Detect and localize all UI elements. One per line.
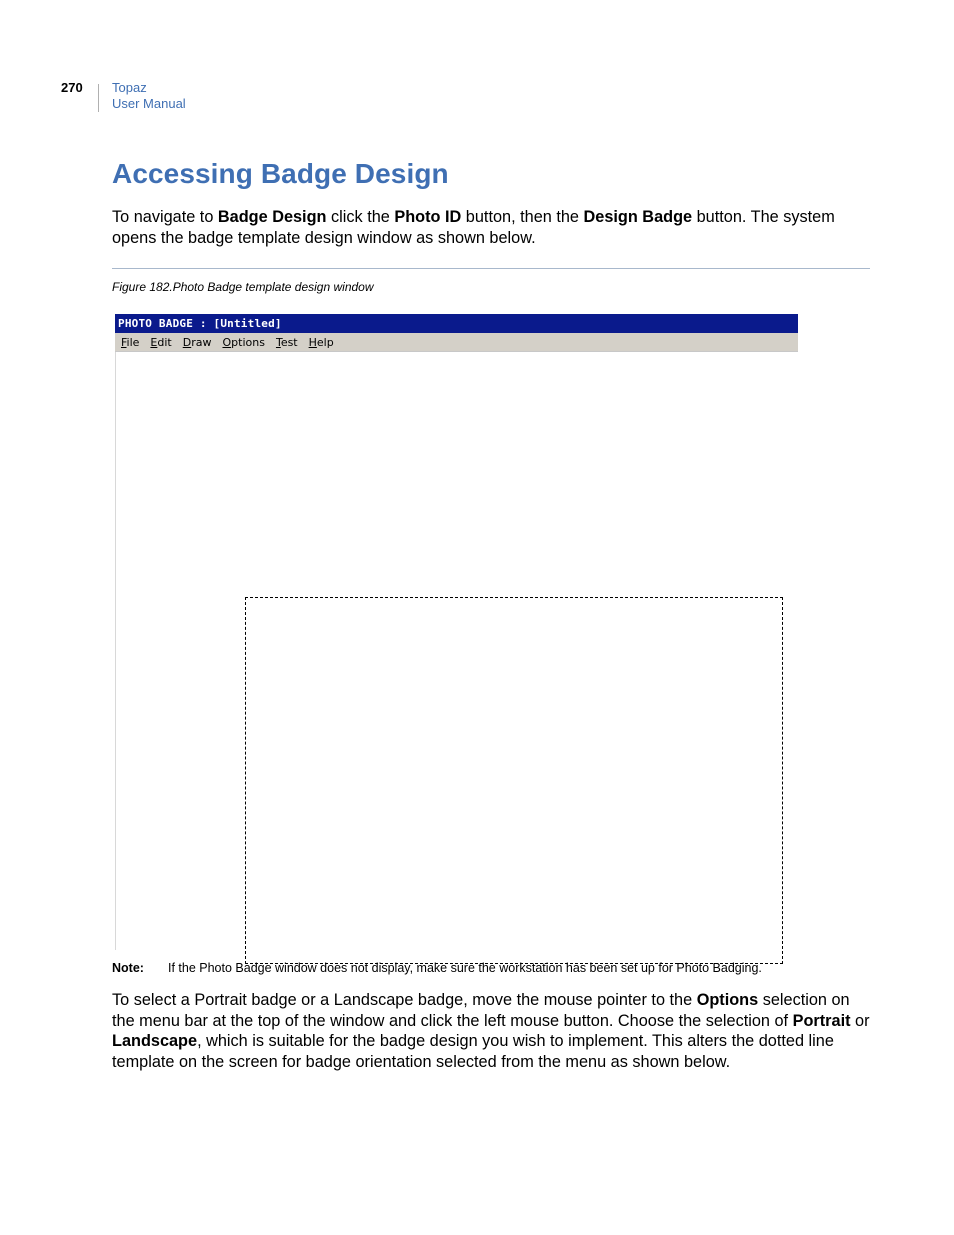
menu-file[interactable] bbox=[121, 333, 147, 351]
menu-draw-accelerator: D bbox=[182, 336, 192, 349]
orientation-paragraph bbox=[112, 990, 872, 1072]
menu-help-label: elp bbox=[316, 336, 334, 349]
menu-help[interactable] bbox=[309, 333, 342, 351]
para2-bold-portrait: Portrait bbox=[792, 1011, 851, 1030]
note-label: Note: bbox=[112, 961, 144, 975]
header-manual: User Manual bbox=[112, 96, 186, 111]
intro-text-2: click the bbox=[326, 208, 395, 226]
window-titlebar[interactable]: PHOTO BADGE : [Untitled] bbox=[115, 314, 798, 333]
intro-paragraph bbox=[112, 207, 872, 248]
para2-text-1: To select a Portrait badge or a Landscape badge, move the mouse pointer to the bbox=[112, 991, 697, 1009]
menu-test-label: est bbox=[280, 336, 298, 349]
badge-template-outline[interactable] bbox=[245, 597, 783, 964]
para2-bold-options: Options bbox=[696, 991, 759, 1009]
figure-caption: Figure 182.Photo Badge template design window bbox=[112, 280, 374, 294]
section-title: Accessing Badge Design bbox=[112, 158, 449, 189]
menu-test[interactable] bbox=[276, 333, 306, 351]
photo-badge-window bbox=[115, 314, 799, 950]
menu-draw-label: raw bbox=[191, 336, 212, 349]
page-number: 270 bbox=[61, 80, 83, 95]
menu-edit-label: dit bbox=[157, 336, 172, 349]
para2-bold-landscape: Landscape bbox=[112, 1032, 198, 1050]
menu-file-accelerator: F bbox=[121, 336, 127, 349]
intro-text-1: To navigate to bbox=[112, 208, 218, 226]
header-divider bbox=[98, 84, 99, 112]
intro-bold-badge-design: Badge Design bbox=[217, 208, 327, 226]
note-text: If the Photo Badge window does not display, make sure the workstation has been set up for Photo Badging. bbox=[168, 961, 762, 975]
para2-text-3: or bbox=[850, 1011, 870, 1030]
intro-text-3: button, then the bbox=[461, 208, 584, 226]
menu-test-accelerator: T bbox=[275, 336, 281, 349]
figure-rule bbox=[112, 268, 870, 269]
menu-edit[interactable] bbox=[150, 333, 179, 351]
intro-bold-design-badge: Design Badge bbox=[583, 208, 693, 226]
menu-draw[interactable] bbox=[183, 333, 220, 351]
para2-text-4: , which is suitable for the badge design you wish to implement. This alters the dotted line template on the screen for badge orientation selected from the menu as shown below. bbox=[112, 1032, 834, 1071]
menu-help-accelerator: H bbox=[308, 336, 317, 349]
intro-bold-photo-id: Photo ID bbox=[394, 208, 462, 226]
design-canvas[interactable] bbox=[116, 352, 798, 950]
header-product: Topaz bbox=[112, 80, 147, 95]
menu-options[interactable] bbox=[222, 333, 272, 351]
menu-options-label: ptions bbox=[231, 336, 265, 349]
window-menubar bbox=[115, 333, 798, 352]
intro-text-4: button. The system opens the badge template design window as shown below. bbox=[112, 208, 835, 247]
para2-text-2: selection on the menu bar at the top of the window and click the left mouse button. Choose the selection of bbox=[112, 991, 850, 1030]
menu-edit-accelerator: E bbox=[150, 336, 158, 349]
menu-file-label: ile bbox=[126, 336, 140, 349]
menu-options-accelerator: O bbox=[222, 336, 232, 349]
